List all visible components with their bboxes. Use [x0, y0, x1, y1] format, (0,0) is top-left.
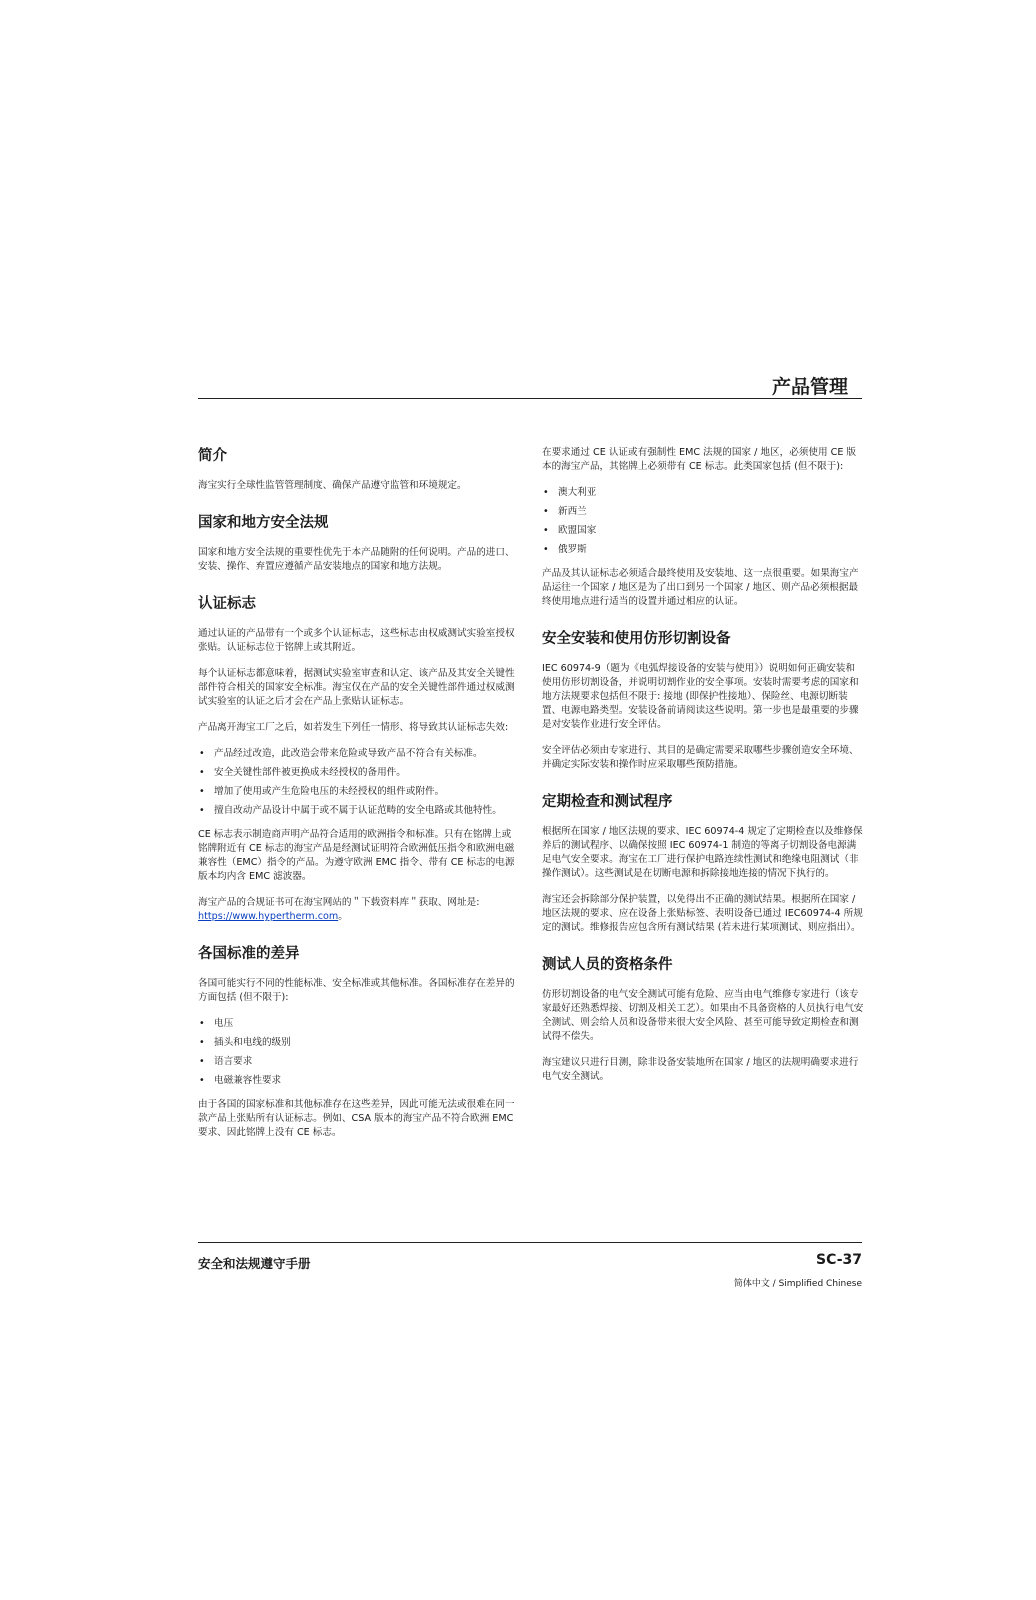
list-item: • 澳大利亚 [542, 486, 864, 500]
paragraph: CE 标志表示制造商声明产品符合适用的欧洲指令和标准。只有在铭牌上或铭牌附近有 CE 标志的海宝产品是经测试证明符合欧洲低压指令和欧洲电磁兼容性（EMC）指令的产品。为遵守欧洲 EMC 指令、带有 CE 标志的电源版本均内含 EMC 滤波器。 [198, 829, 515, 882]
paragraph: 产品离开海宝工厂之后，如若发生下列任一情形、将导致其认证标志失效: [198, 722, 509, 733]
list-item: • 俄罗斯 [542, 543, 864, 557]
paragraph: 安全评估必须由专家进行、其目的是确定需要采取哪些步骤创造安全环境、并确定实际安装和操作时应采取哪些预防措施。 [542, 745, 859, 770]
section-ce-countries [542, 446, 864, 609]
list-item: • 欧盟国家 [542, 524, 864, 538]
section-safe-installation [542, 629, 864, 772]
section-certification-marks [198, 594, 520, 924]
section-heading: 定期检查和测试程序 [542, 794, 673, 810]
hypertherm-website-link[interactable]: https://www.hypertherm.com [198, 911, 339, 922]
section-heading: 各国标准的差异 [198, 946, 300, 962]
list-item: • 新西兰 [542, 505, 864, 519]
paragraph: 根据所在国家 / 地区法规的要求、IEC 60974-4 规定了定期检查以及维修保养后的测试程序、以确保按照 IEC 60974-1 制造的等离子切割设备电源满足电气安全要求。海宝在工厂进行保护电路连续性测试和绝缘电阻测试（非操作测试）。这些测试是在切断电源和拆除接地连接的情况下执行的。 [542, 826, 863, 879]
list-item: • 产品经过改造，此改造会带来危险或导致产品不符合有关标准。 [198, 747, 520, 761]
paragraph: 海宝实行全球性监管管理制度、确保产品遵守监管和环境规定。 [198, 480, 467, 491]
list-item: • 增加了使用或产生危险电压的未经授权的组件或附件。 [198, 785, 520, 799]
manual-title: 安全和法规遵守手册 [198, 1256, 311, 1271]
section-heading: 测试人员的资格条件 [542, 957, 673, 973]
paragraph: 由于各国的国家标准和其他标准存在这些差异，因此可能无法或很难在同一款产品上张贴所有认证标志。例如、CSA 版本的海宝产品不符合欧洲 EMC 要求、因此铭牌上没有 CE 标志。 [198, 1099, 515, 1138]
list-item: • 电压 [198, 1017, 520, 1031]
paragraph: 海宝建议只进行目测，除非设备安装地所在国家 / 地区的法规明确要求进行电气安全测试。 [542, 1057, 859, 1082]
bullet-list [542, 486, 864, 557]
paragraph: 各国可能实行不同的性能标准、安全标准或其他标准。各国标准存在差异的方面包括 (但不限于): [198, 978, 515, 1003]
left-column [198, 446, 520, 1152]
section-standard-differences [198, 944, 520, 1140]
section-tester-qualifications [542, 955, 864, 1084]
paragraph-with-link [198, 896, 520, 924]
header-divider [198, 398, 862, 399]
paragraph: 通过认证的产品带有一个或多个认证标志，这些标志由权威测试实验室授权张贴。认证标志位于铭牌上或其附近。 [198, 628, 515, 653]
page-number: SC-37 [816, 1252, 862, 1268]
paragraph: 国家和地方安全法规的重要性优先于本产品随附的任何说明。产品的进口、安装、操作、弃置应遵循产品安装地点的国家和地方法规。 [198, 547, 515, 572]
link-suffix: 。 [338, 911, 348, 922]
paragraph: 每个认证标志都意味着，据测试实验室审查和认定、该产品及其安全关键性部件符合相关的国家安全标准。海宝仅在产品的安全关键性部件通过权威测试实验室的认证之后才会在产品上张贴认证标志。 [198, 668, 515, 707]
section-heading: 简介 [198, 448, 227, 464]
paragraph: IEC 60974-9（题为《电弧焊接设备的安装与使用》）说明如何正确安装和使用仿形切割设备，并说明切割作业的安全事项。安装时需要考虑的国家和地方法规要求包括但不限于: 接地 (即保护性接地）、保险丝、电源切断装置、电源电路类型。安装设备前请阅读这些说明。第一步也是最重要的步骤是对安装作业进行安全评估。 [542, 663, 859, 730]
paragraph: 仿形切割设备的电气安全测试可能有危险、应当由电气维修专家进行（该专家最好还熟悉焊接、切割及相关工艺）。如果由不具备资格的人员执行电气安全测试、则会给人员和设备带来很大安全风险、甚至可能导致定期检查和测试得不偿失。 [542, 989, 864, 1042]
bullet-list [198, 747, 520, 818]
right-column [542, 446, 864, 1096]
chapter-title: 产品管理 [771, 376, 848, 398]
bullet-list [198, 1017, 520, 1088]
language-label: 简体中文 / Simplified Chinese [733, 1279, 862, 1289]
section-intro [198, 446, 520, 493]
paragraph: 海宝还会拆除部分保护装置，以免得出不正确的测试结果。根据所在国家 / 地区法规的要求、应在设备上张贴标签、表明设备已通过 IEC60974-4 所规定的测试。维修报告应包含所有测试结果 (若未进行某项测试、则应指出）。 [542, 894, 863, 933]
list-item: • 电磁兼容性要求 [198, 1074, 520, 1088]
link-prefix-text: 海宝产品的合规证书可在海宝网站的＂下载资料库＂获取、网址是: [198, 897, 480, 908]
section-periodic-inspection [542, 792, 864, 935]
section-heading: 国家和地方安全法规 [198, 515, 329, 531]
footer-divider [198, 1242, 862, 1243]
list-item: • 插头和电线的级别 [198, 1036, 520, 1050]
paragraph: 在要求通过 CE 认证或有强制性 EMC 法规的国家 / 地区，必须使用 CE 版本的海宝产品，其铭牌上必须带有 CE 标志。此类国家包括 (但不限于): [542, 447, 857, 472]
list-item: • 语言要求 [198, 1055, 520, 1069]
section-national-regulations [198, 513, 520, 574]
list-item: • 擅自改动产品设计中属于或不属于认证范畴的安全电路或其他特性。 [198, 804, 520, 818]
paragraph: 产品及其认证标志必须适合最终使用及安装地、这一点很重要。如果海宝产品运往一个国家 / 地区是为了出口到另一个国家 / 地区、则产品必须根据最终使用地点进行适当的设置并通过相应的认证。 [542, 568, 859, 607]
section-heading: 认证标志 [198, 596, 256, 612]
section-heading: 安全安装和使用仿形切割设备 [542, 631, 731, 647]
list-item: • 安全关键性部件被更换成未经授权的备用件。 [198, 766, 520, 780]
